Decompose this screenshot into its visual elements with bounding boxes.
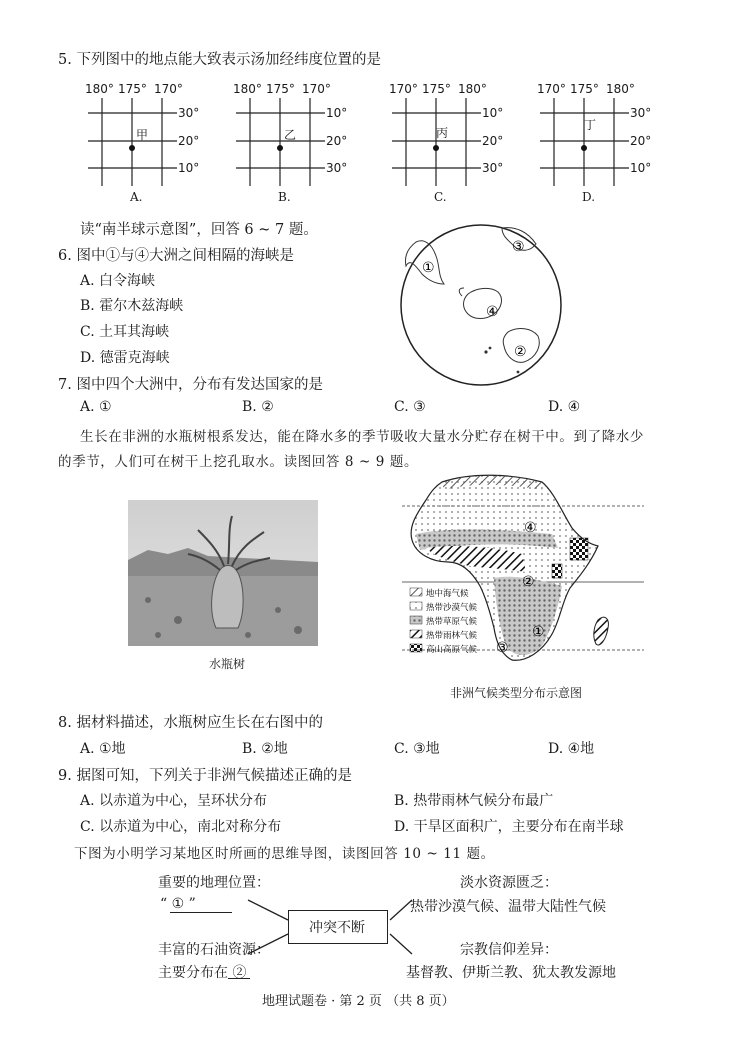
lon-label: 175° [118,82,147,96]
q8-option-b: B. ②地 [242,741,288,757]
mindmap-center-box [288,910,388,944]
mindmap-intro: 下图为小明学习某地区时所画的思维导图，读图回答 10 ~ 11 题。 [74,846,495,862]
option-label: B. [278,190,291,204]
africa-label: ② [522,574,535,590]
q5-map-d [534,78,664,206]
bottle-tree-photo [128,500,318,646]
lat-label: 20° [482,134,504,148]
q7-option-a: A. ① [80,399,112,415]
lat-label: 30° [630,106,652,120]
lat-label: 20° [326,134,348,148]
mindmap-tr-title: 淡水资源匮乏： [460,875,558,891]
continent-label: ③ [512,239,525,255]
lon-label: 175° [422,82,451,96]
southern-hemisphere-map [398,222,564,388]
q8-stem: 8. 据材料描述，水瓶树应生长在右图中的 [58,715,323,731]
africa-label: ④ [524,520,537,536]
lon-label: 175° [570,82,599,96]
page-footer: 地理试题卷 · 第 2 页 （共 8 页） [262,994,455,1009]
mindmap-center-label: 冲突不断 [309,920,365,936]
q8-option-d: D. ④地 [548,741,595,757]
lon-label: 180° [458,82,487,96]
blank-underline [228,978,250,979]
q6-option-a: A. 白令海峡 [80,273,156,289]
q5-map-b [230,78,360,206]
q9-option-d: D. 干旱区面积广，主要分布在南半球 [394,819,624,835]
q6-option-d: D. 德雷克海峡 [80,350,170,366]
q6-option-c: C. 土耳其海峡 [80,324,170,340]
lat-label: 20° [178,134,200,148]
option-label: D. [582,190,596,204]
q7-option-d: D. ④ [548,399,581,415]
option-label: C. [434,190,447,204]
legend-item: 热带草原气候 [426,617,478,627]
lon-label: 170° [389,82,418,96]
q6-stem: 6. 图中①与④大洲之间相隔的海峡是 [58,248,294,264]
mindmap-tr-value: 热带沙漠气候、温带大陆性气候 [410,899,606,915]
point-label: 丁 [584,118,597,132]
continent-label: ② [514,344,527,360]
lat-label: 30° [482,161,504,175]
lat-label: 10° [630,161,652,175]
lat-label: 30° [178,106,200,120]
read-instruction: 读“南半球示意图”，回答 6 ~ 7 题。 [80,222,318,238]
mindmap-br-value: 基督教、伊斯兰教、犹太教发源地 [406,965,616,981]
lon-label: 170° [537,82,566,96]
q6-option-b: B. 霍尔木兹海峡 [80,298,184,314]
point-label: 乙 [284,128,297,142]
lon-label: 175° [266,82,295,96]
mindmap-bl-value: 主要分布在 ② [158,965,247,981]
point-label: 丙 [436,126,449,140]
q7-stem: 7. 图中四个大洲中，分布有发达国家的是 [58,377,323,393]
lon-label: 180° [233,82,262,96]
q5-map-c [386,78,516,206]
photo-caption: 水瓶树 [209,657,246,671]
mindmap-tl-title: 重要的地理位置： [158,875,270,891]
lat-label: 30° [326,161,348,175]
legend-item: 热带沙漠气候 [426,603,478,613]
q7-option-b: B. ② [242,399,274,415]
mindmap-bl-title: 丰富的石油资源： [158,942,270,958]
blank-underline [170,912,232,913]
lat-label: 20° [630,134,652,148]
continent-label: ① [422,260,435,276]
legend-item: 高山高原气候 [426,645,478,655]
q8-option-a: A. ①地 [80,741,126,757]
q5-stem: 5. 下列图中的地点能大致表示汤加经纬度位置的是 [58,52,381,68]
q9-option-a: A. 以赤道为中心，呈环状分布 [80,793,268,809]
lon-label: 180° [606,82,635,96]
map-caption: 非洲气候类型分布示意图 [450,686,583,700]
africa-label: ① [532,624,545,640]
mindmap-br-title: 宗教信仰差异： [460,942,558,958]
q9-stem: 9. 据图可知，下列关于非洲气候描述正确的是 [58,768,352,784]
lat-label: 10° [326,106,348,120]
legend-item: 地中海气候 [426,589,469,599]
africa-label: ③ [496,640,509,656]
lon-label: 170° [302,82,331,96]
q8-option-c: C. ③地 [394,741,440,757]
q7-option-c: C. ③ [394,399,426,415]
africa-climate-map [402,468,644,668]
option-label: A. [130,190,143,204]
lat-label: 10° [482,106,504,120]
q5-map-a [82,78,212,206]
lon-label: 170° [154,82,183,96]
q9-option-c: C. 以赤道为中心，南北对称分布 [80,819,282,835]
passage-line-1: 生长在非洲的水瓶树根系发达，能在降水多的季节吸收大量水分贮存在树干中。到了降水少 [80,429,644,445]
lon-label: 180° [85,82,114,96]
lat-label: 10° [178,161,200,175]
point-label: 甲 [136,128,149,142]
continent-label: ④ [486,304,499,320]
passage-line-2: 的季节，人们可在树干上挖孔取水。读图回答 8 ~ 9 题。 [58,454,419,470]
mindmap-tl-value: “ ① ” [160,896,196,912]
legend-item: 热带雨林气候 [426,631,478,641]
q9-option-b: B. 热带雨林气候分布最广 [394,793,554,809]
